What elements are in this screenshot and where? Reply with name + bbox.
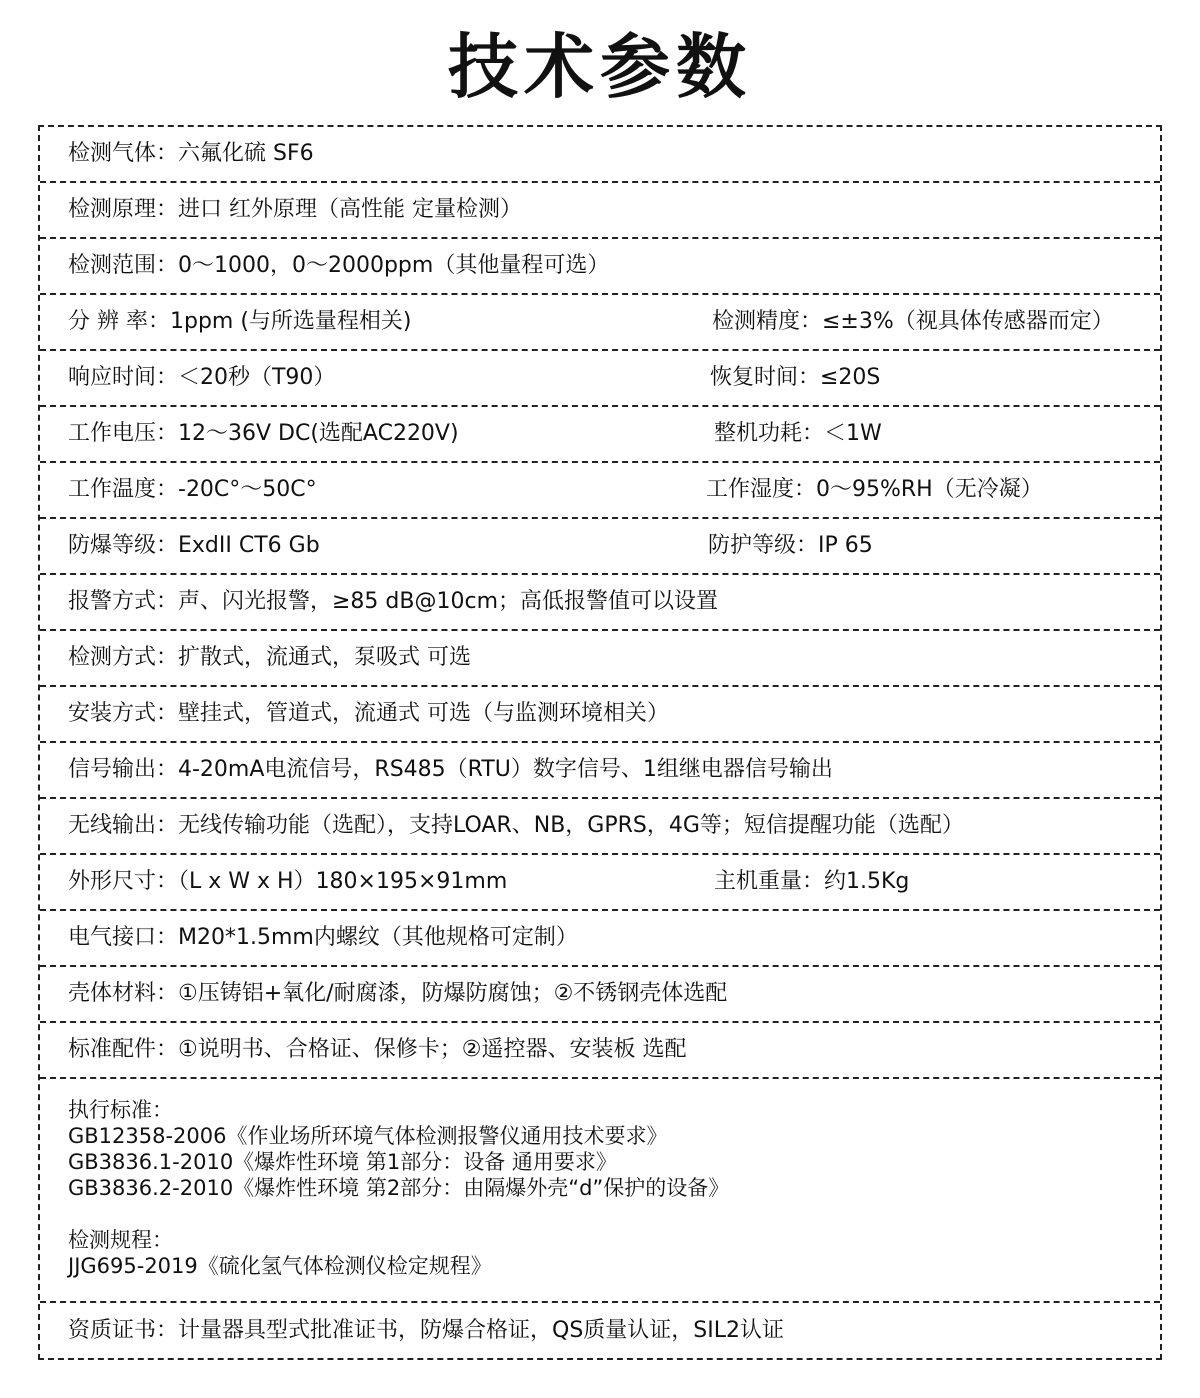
spec-principle: 检测原理：进口 红外原理（高性能 定量检测） <box>68 197 522 222</box>
standards-block <box>68 1097 729 1279</box>
spec-certification: 资质证书：计量器具型式批准证书，防爆合格证，QS质量认证，SIL2认证 <box>68 1317 784 1343</box>
spec-accessories: 标准配件：①说明书、合格证、保修卡；②遥控器、安装板 选配 <box>68 1037 687 1062</box>
spec-row-range <box>40 239 1160 295</box>
spec-row-accessories <box>40 1023 1160 1079</box>
spec-row-gas <box>40 127 1160 183</box>
spec-voltage: 工作电压：12～36V DC(选配AC220V) <box>68 421 459 446</box>
spec-humidity: 工作湿度：0～95%RH（无冷凝） <box>706 477 1043 502</box>
spec-alarm: 报警方式：声、闪光报警，≥85 dB@10cm；高低报警值可以设置 <box>68 589 719 614</box>
spec-recovery-time: 恢复时间：≤20S <box>710 365 881 390</box>
spec-row-explosion <box>40 519 1160 575</box>
spec-row-standards <box>40 1079 1160 1303</box>
spec-row-interface <box>40 911 1160 967</box>
spec-temperature: 工作温度：-20C°～50C° <box>68 477 317 502</box>
spec-accuracy: 检测精度：≤±3%（视具体传感器而定） <box>712 309 1114 334</box>
spec-row-voltage <box>40 407 1160 463</box>
procedure-heading: 检测规程： <box>68 1228 173 1252</box>
page-title: 技术参数 <box>448 26 752 108</box>
spec-row-signal <box>40 743 1160 799</box>
spec-detection-mode: 检测方式：扩散式，流通式，泵吸式 可选 <box>68 645 471 670</box>
spec-weight: 主机重量：约1.5Kg <box>714 869 910 894</box>
spec-housing-material: 壳体材料：①压铸铝+氧化/耐腐漆，防爆防腐蚀；②不锈钢壳体选配 <box>68 981 728 1006</box>
spec-row-alarm <box>40 575 1160 631</box>
spec-row-wireless <box>40 799 1160 855</box>
spec-row-installation <box>40 687 1160 743</box>
spec-range: 检测范围：0～1000，0～2000ppm（其他量程可选） <box>68 253 610 278</box>
standards-heading: 执行标准： <box>68 1098 173 1122</box>
spec-dimensions: 外形尺寸：（L x W x H）180×195×91mm <box>68 869 508 894</box>
spec-installation: 安装方式：壁挂式，管道式，流通式 可选（与监测环境相关） <box>68 701 669 726</box>
spec-gas: 检测气体：六氟化硫 SF6 <box>68 141 314 166</box>
spec-signal-output: 信号输出：4-20mA电流信号，RS485（RTU）数字信号、1组继电器信号输出 <box>68 757 833 782</box>
spec-resolution: 分 辨 率：1ppm (与所选量程相关) <box>68 309 412 334</box>
standard-item: GB3836.2-2010《爆炸性环境 第2部分：由隔爆外壳“d”保护的设备》 <box>68 1176 730 1200</box>
spec-response-time: 响应时间：＜20秒（T90） <box>68 365 336 390</box>
spec-wireless-output: 无线输出：无线传输功能（选配），支持LOAR、NB，GPRS，4G等；短信提醒功能（选配） <box>68 813 964 838</box>
spec-row-certification <box>40 1303 1160 1358</box>
spec-row-housing <box>40 967 1160 1023</box>
spec-row-principle <box>40 183 1160 239</box>
spec-row-detection-mode <box>40 631 1160 687</box>
spec-row-dimensions <box>40 855 1160 911</box>
spec-row-temperature <box>40 463 1160 519</box>
spec-row-response <box>40 351 1160 407</box>
spec-row-resolution <box>40 295 1160 351</box>
spec-power: 整机功耗：＜1W <box>714 421 882 446</box>
spec-electrical-interface: 电气接口：M20*1.5mm内螺纹（其他规格可定制） <box>68 925 578 950</box>
procedure-item: JJG695-2019《硫化氢气体检测仪检定规程》 <box>68 1254 492 1278</box>
spec-explosion-grade: 防爆等级：ExdII CT6 Gb <box>68 533 320 558</box>
spec-table <box>38 125 1162 1360</box>
standard-item: GB3836.1-2010《爆炸性环境 第1部分：设备 通用要求》 <box>68 1150 617 1174</box>
standard-item: GB12358-2006《作业场所环境气体检测报警仪通用技术要求》 <box>68 1124 668 1148</box>
spec-protection-grade: 防护等级：IP 65 <box>708 533 873 558</box>
